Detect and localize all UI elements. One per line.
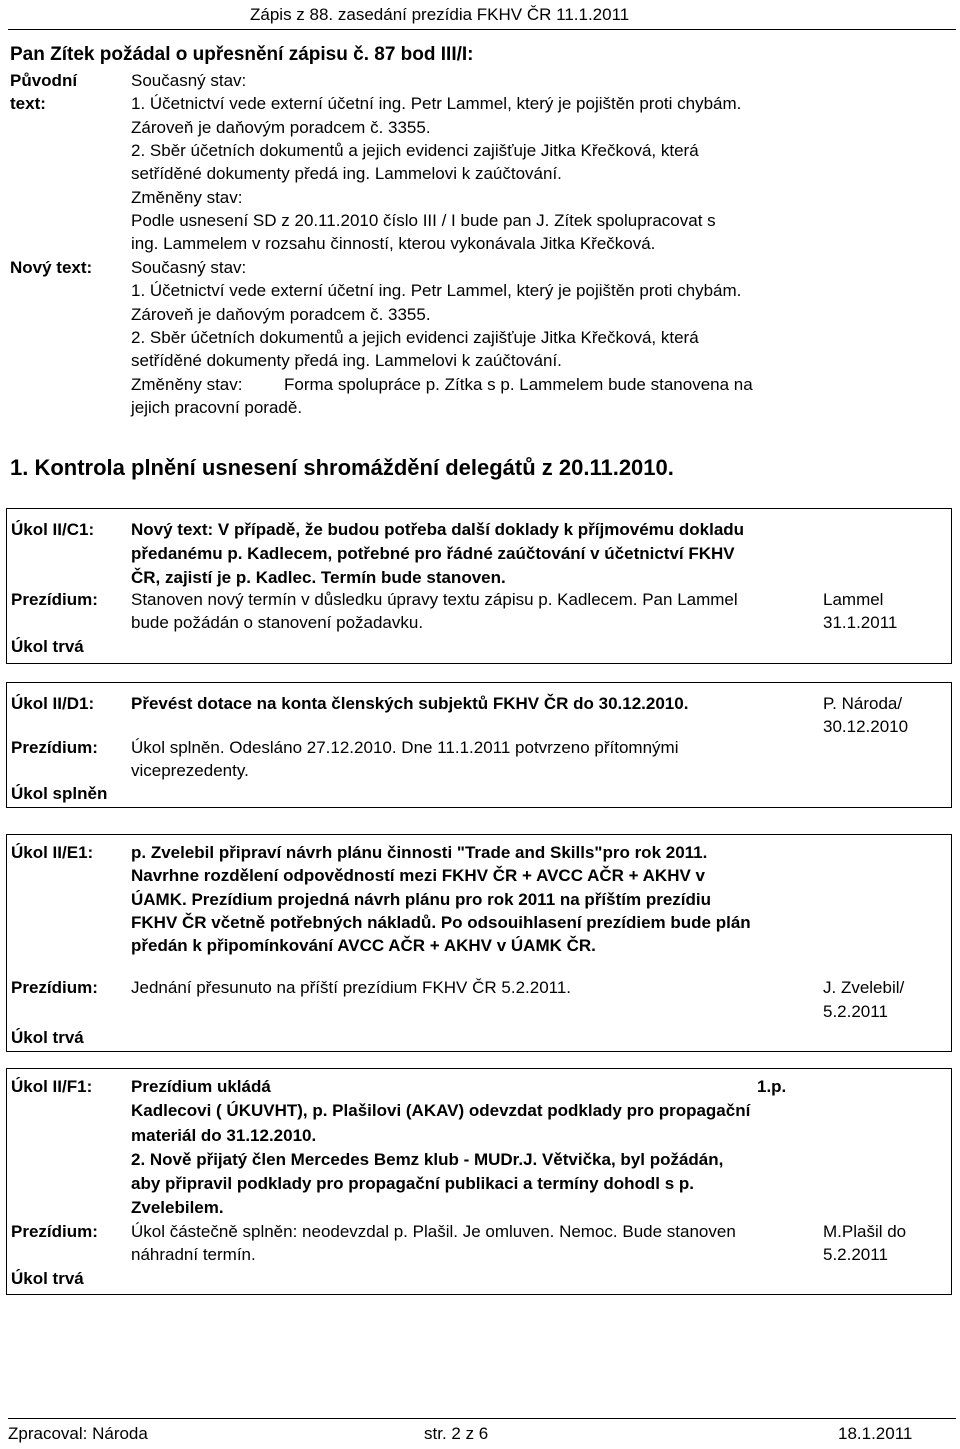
header-divider <box>8 29 956 30</box>
intro-heading: Pan Zítek požádal o upřesnění zápisu č. 87 bod III/I: <box>10 44 474 65</box>
orig-changed-state-label: Změněny stav: <box>131 188 243 207</box>
task-c1-presidium-label: Prezídium: <box>11 590 98 609</box>
orig-current-state-label: Současný stav: <box>131 71 247 90</box>
orig-line-4: setříděné dokumenty předá ing. Lammelovi k zaúčtování. <box>131 164 562 183</box>
task-f1-id: Úkol II/F1: <box>11 1077 93 1096</box>
task-f1-text-1: Prezídium ukládá <box>131 1077 271 1096</box>
original-text-label-2: text: <box>10 94 46 113</box>
task-e1-box <box>6 834 952 1052</box>
original-text-label-1: Původní <box>10 71 78 90</box>
task-d1-id: Úkol II/D1: <box>11 694 95 713</box>
footer-date: 18.1.2011 <box>838 1424 913 1443</box>
task-e1-deadline: 5.2.2011 <box>823 1002 888 1021</box>
new-changed-state-text: Forma spolupráce p. Zítka s p. Lammelem bude stanovena na <box>284 375 753 394</box>
orig-line-2: Zároveň je daňovým poradcem č. 3355. <box>131 118 431 137</box>
task-c1-responsible: Lammel <box>823 590 884 609</box>
task-f1-responsible: M.Plašil do <box>823 1222 907 1241</box>
new-line-2: Zároveň je daňovým poradcem č. 3355. <box>131 305 431 324</box>
task-c1-id: Úkol II/C1: <box>11 520 95 539</box>
footer-page-number: str. 2 z 6 <box>424 1424 489 1443</box>
task-f1-box <box>6 1068 952 1295</box>
task-e1-id: Úkol II/E1: <box>11 843 94 862</box>
task-d1-status: Úkol splněn <box>11 784 108 803</box>
task-c1-text-3: ČR, zajistí je p. Kadlec. Termín bude stanoven. <box>131 568 506 587</box>
new-line-4: setříděné dokumenty předá ing. Lammelovi k zaúčtování. <box>131 351 562 370</box>
task-e1-text-4: FKHV ČR včetně potřebných nákladů. Po odsouihlasení prezídiem bude plán <box>131 913 751 932</box>
orig-line-5: Podle usnesení SD z 20.11.2010 číslo III / I bude pan J. Zítek spolupracovat s <box>131 211 716 230</box>
task-f1-text-3: materiál do 31.12.2010. <box>131 1126 317 1145</box>
task-f1-deadline: 5.2.2011 <box>823 1245 888 1264</box>
task-e1-status: Úkol trvá <box>11 1028 84 1047</box>
new-text-label: Nový text: <box>10 258 93 277</box>
task-d1-presidium-1: Úkol splněn. Odesláno 27.12.2010. Dne 11.1.2011 potvrzeno přítomnými <box>131 738 679 757</box>
task-e1-text-5: předán k připomínkování AVCC AČR + AKHV v ÚAMK ČR. <box>131 936 596 955</box>
task-f1-text-2: Kadlecovi ( ÚKUVHT), p. Plašilovi (AKAV) odevzdat podklady pro propagační <box>131 1101 751 1120</box>
task-f1-text-6: Zvelebilem. <box>131 1198 224 1217</box>
new-changed-state-label: Změněny stav: <box>131 375 243 394</box>
task-c1-presidium-2: bude požádán o stanovení požadavku. <box>131 613 424 632</box>
task-d1-text-1: Převést dotace na konta členských subjektů FKHV ČR do 30.12.2010. <box>131 694 689 713</box>
new-line-1: 1. Účetnictví vede externí účetní ing. Petr Lammel, který je pojištěn proti chybám. <box>131 281 742 300</box>
task-e1-text-3: ÚAMK. Prezídium projedná návrh plánu pro rok 2011 na příštím prezídiu <box>131 890 712 909</box>
section-1-title: 1. Kontrola plnění usnesení shromáždění delegátů z 20.11.2010. <box>10 455 674 480</box>
orig-line-6: ing. Lammelem v rozsahu činností, kterou vykonávala Jitka Křečková. <box>131 234 656 253</box>
task-d1-presidium-label: Prezídium: <box>11 738 98 757</box>
orig-line-1: 1. Účetnictví vede externí účetní ing. Petr Lammel, který je pojištěn proti chybám. <box>131 94 742 113</box>
task-f1-presidium-label: Prezídium: <box>11 1222 98 1241</box>
task-c1-text-2: předanému p. Kadlecem, potřebné pro řádné zaúčtování v účetnictví FKHV <box>131 544 735 563</box>
task-d1-responsible: P. Národa/ <box>823 694 903 713</box>
task-c1-deadline: 31.1.2011 <box>823 613 898 632</box>
task-e1-responsible: J. Zvelebil/ <box>823 978 905 997</box>
task-d1-presidium-2: viceprezedenty. <box>131 761 249 780</box>
footer-author: Zpracoval: Národa <box>8 1424 148 1443</box>
task-c1-status: Úkol trvá <box>11 637 84 656</box>
task-e1-presidium-1: Jednání přesunuto na příští prezídium FKHV ČR 5.2.2011. <box>131 978 572 997</box>
task-f1-presidium-2: náhradní termín. <box>131 1245 256 1264</box>
page-header-title: Zápis z 88. zasedání prezídia FKHV ČR 11.1.2011 <box>250 5 630 24</box>
new-line-3: 2. Sběr účetních dokumentů a jejich evidenci zajišťuje Jitka Křečková, která <box>131 328 699 347</box>
task-f1-presidium-1: Úkol částečně splněn: neodevzdal p. Plašil. Je omluven. Nemoc. Bude stanoven <box>131 1222 736 1241</box>
task-c1-box <box>6 508 952 664</box>
task-f1-text-5: aby připravil podklady pro propagační publikaci a termíny dohodl s p. <box>131 1174 694 1193</box>
task-f1-text-1-right: 1.p. <box>757 1077 787 1096</box>
task-d1-box <box>6 682 952 808</box>
new-current-state-label: Současný stav: <box>131 258 247 277</box>
task-c1-text-1: Nový text: V případě, že budou potřeba další doklady k příjmovému dokladu <box>131 520 745 539</box>
task-c1-presidium-1: Stanoven nový termín v důsledku úpravy textu zápisu p. Kadlecem. Pan Lammel <box>131 590 738 609</box>
task-d1-deadline: 30.12.2010 <box>823 717 909 736</box>
task-e1-text-2: Navrhne rozdělení odpovědností mezi FKHV ČR + AVCC AČR + AKHV v <box>131 866 705 885</box>
new-line-5: jejich pracovní poradě. <box>131 398 303 417</box>
task-e1-presidium-label: Prezídium: <box>11 978 98 997</box>
task-e1-text-1: p. Zvelebil připraví návrh plánu činnosti "Trade and Skills"pro rok 2011. <box>131 843 708 862</box>
task-f1-text-4: 2. Nově přijatý člen Mercedes Bemz klub - MUDr.J. Větvička, byl požádán, <box>131 1150 724 1169</box>
orig-line-3: 2. Sběr účetních dokumentů a jejich evidenci zajišťuje Jitka Křečková, která <box>131 141 699 160</box>
task-f1-status: Úkol trvá <box>11 1269 84 1288</box>
footer-divider <box>8 1418 956 1419</box>
